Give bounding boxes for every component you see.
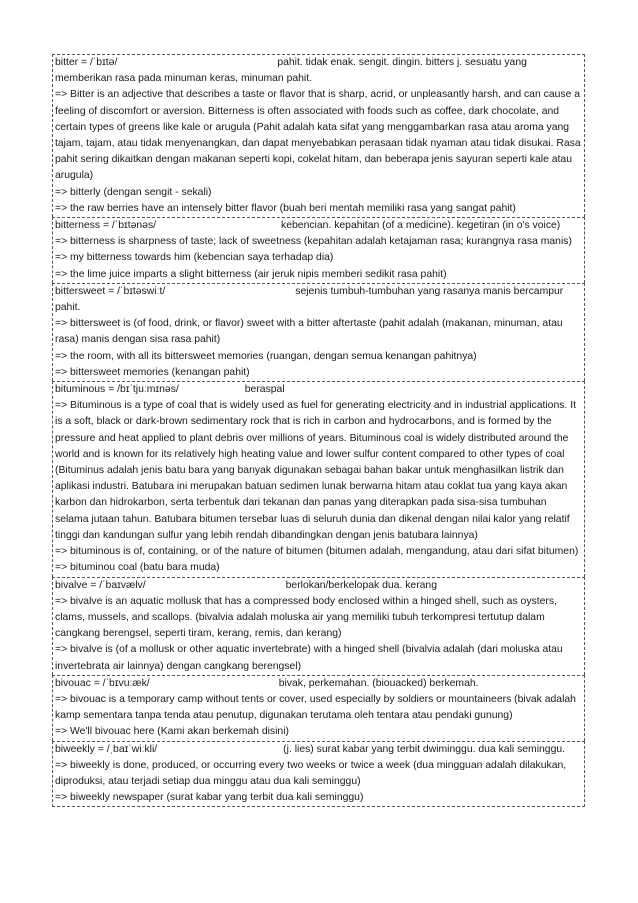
- headword-line: [55, 578, 582, 594]
- definition-line: => bitterness is sharpness of taste; lack of sweetness (kepahitan adalah ketajaman rasa; kurangnya rasa manis): [55, 236, 572, 248]
- headword-line: [55, 218, 582, 234]
- equals-sign: =: [87, 579, 100, 591]
- meaning: kebencian. kepahitan (of a medicine). kegetiran (in o's voice): [281, 220, 561, 232]
- headword: bittersweet: [55, 285, 106, 297]
- definition-line: => biweekly is done, produced, or occurring every two weeks or twice a week (dua mingguan adalah dilakukan, diproduksi, atau terjadi setiap dua minggu atau dua kali seminggu): [55, 759, 567, 787]
- meaning: bivak, perkemahan. (biouacked) berkemah.: [278, 677, 479, 689]
- definition-line: => the room, with all its bittersweet memories (ruangan, dengan semua kenangan pahitnya): [55, 350, 477, 362]
- equals-sign: =: [90, 677, 103, 689]
- dictionary-entry: [52, 283, 585, 381]
- definition-line: => bittersweet memories (kenangan pahit): [55, 366, 250, 378]
- pronunciation: /ˈbɪvuːæk/: [102, 677, 150, 689]
- meaning: berlokan/berkelopak dua. kerang: [285, 579, 437, 591]
- dictionary-entry: [52, 381, 585, 576]
- definition-line: => bivouac is a temporary camp without tents or cover, used especially by soldiers or mountaineers (bivak adalah kamp sementara tanpa tenda atau penutup, digunakan terutama oleh tentara atau pendaki gunung): [55, 693, 576, 722]
- dictionary-entry: [52, 54, 585, 217]
- equals-sign: =: [100, 220, 112, 232]
- meaning: beraspal: [244, 384, 285, 396]
- definition-line: => We'll bivouac here (Kami akan berkemah disini): [55, 726, 289, 738]
- headword-line: [55, 676, 582, 692]
- pronunciation: /bɪˈtjuːmɪnəs/: [117, 384, 179, 396]
- definition-line: => Bitter is an adjective that describes a taste or flavor that is sharp, acrid, or unpleasantly harsh, and can cause a feeling of discomfort or aversion. Bitterness is often associated with foods such as coffee, dark chocolate, and certain types of greens like kale or arugula (Pahit adalah kata sifat yang menggambarkan rasa atau aroma yang tajam, tajam, atau tidak menyenangkan, dan dapat menyebabkan perasaan tidak nyaman atau tidak disukai. Rasa pahit sering dikaitkan dengan makanan seperti kopi, cokelat hitam, dan beberapa jenis sayuran seperti kale atau arugula): [55, 89, 581, 182]
- equals-sign: =: [94, 743, 107, 755]
- pronunciation: /ˈbɪtənəs/: [111, 220, 157, 232]
- dictionary-entry: [52, 577, 585, 675]
- headword: bitterness: [55, 220, 101, 232]
- definition-line: => biweekly newspaper (surat kabar yang terbit dua kali seminggu): [55, 792, 364, 804]
- headword: bivalve: [55, 579, 88, 591]
- definition-line: => bitterly (dengan sengit - sekali): [55, 186, 212, 198]
- pronunciation: /ˈbɪtə/: [89, 57, 118, 68]
- definition-line: => Bituminous is a type of coal that is widely used as fuel for generating electricity and in industrial applications. It is a soft, black or dark-brown sedimentary rock that is rich in carbon and hydrocarbons, and is formed by the pressure and heat applied to plant debris over millions of years. Bituminous coal is widely distributed around the world and is known for its relatively high heating value and lower sulfur content compared to other types of coal (Bituminus adalah jenis batu bara yang banyak digunakan sebagai bahan bakar untuk menghasilkan listrik dan aplikasi industri. Batubara ini merupakan batuan sedimen lunak berwarna hitam atau coklat tua yang kaya akan karbon dan hidrokarbon, serta terbentuk dari tekanan dan panas yang diterapkan pada sisa-sisa tumbuhan selama jutaan tahun. Batubara bitumen tersebar luas di seluruh dunia dan dikenal dengan nilai kalor yang relatif tinggi dan kandungan sulfur yang lebih rendah dibandingkan dengan jenis batubara lainnya): [55, 400, 576, 541]
- definition-line: => bituminous is of, containing, or of the nature of bitumen (bitumen adalah, mengandung, atau dari sifat bitumen): [55, 546, 579, 558]
- headword-line: [55, 284, 582, 316]
- meaning: pahit. tidak enak. sengit. dingin. bitters j. sesuatu yang memberikan rasa pada minuman keras, minuman pahit.: [55, 57, 527, 85]
- pronunciation: /ˌbaɪˈwiːkli/: [106, 743, 158, 755]
- equals-sign: =: [78, 57, 90, 68]
- headword: bituminous: [55, 384, 106, 396]
- equals-sign: =: [105, 285, 118, 297]
- definition-line: => the lime juice imparts a slight bitterness (air jeruk nipis memberi sedikit rasa pahit): [55, 268, 447, 280]
- dictionary-document: [52, 54, 585, 807]
- definition-line: => the raw berries have an intensely bitter flavor (buah beri mentah memiliki rasa yang sangat pahit): [55, 202, 516, 214]
- headword-line: [55, 382, 582, 398]
- definition-line: => bivalve is an aquatic mollusk that has a compressed body enclosed within a hinged shell, such as oysters, clams, mussels, and scallops. (bivalvia adalah moluska air yang memiliki tubuh terkompresi tertutup dalam cangkang berengsel, seperti tiram, kerang, remis, dan kerang): [55, 595, 557, 640]
- definition-line: => bituminou coal (batu bara muda): [55, 562, 220, 574]
- dictionary-entry: [52, 675, 585, 741]
- definition-line: => bivalve is (of a mollusk or other aquatic invertebrate) with a hinged shell (bivalvia adalah (dari moluska atau invertebrata air lainnya) dengan cangkang berengsel): [55, 644, 563, 672]
- meaning: (j. lies) surat kabar yang terbit dwiminggu. dua kali seminggu.: [283, 743, 566, 755]
- pronunciation: /ˈbɪtəswiːt/: [117, 285, 166, 297]
- headword-line: [55, 742, 582, 758]
- meaning: sejenis tumbuh-tumbuhan yang rasanya manis bercampur pahit.: [55, 285, 564, 314]
- dictionary-entry: [52, 217, 585, 283]
- definition-line: => bittersweet is (of food, drink, or flavor) sweet with a bitter aftertaste (pahit adalah (makanan, minuman, atau rasa) manis dengan sisa rasa pahit): [55, 318, 563, 346]
- equals-sign: =: [105, 384, 118, 396]
- dictionary-entry: [52, 741, 585, 808]
- headword: biweekly: [55, 743, 95, 755]
- headword-line: [55, 55, 582, 87]
- definition-line: => my bitterness towards him (kebencian saya terhadap dia): [55, 252, 334, 264]
- pronunciation: /ˈbaɪvælv/: [99, 579, 146, 591]
- headword: bitter: [55, 57, 79, 68]
- headword: bivouac: [55, 677, 91, 689]
